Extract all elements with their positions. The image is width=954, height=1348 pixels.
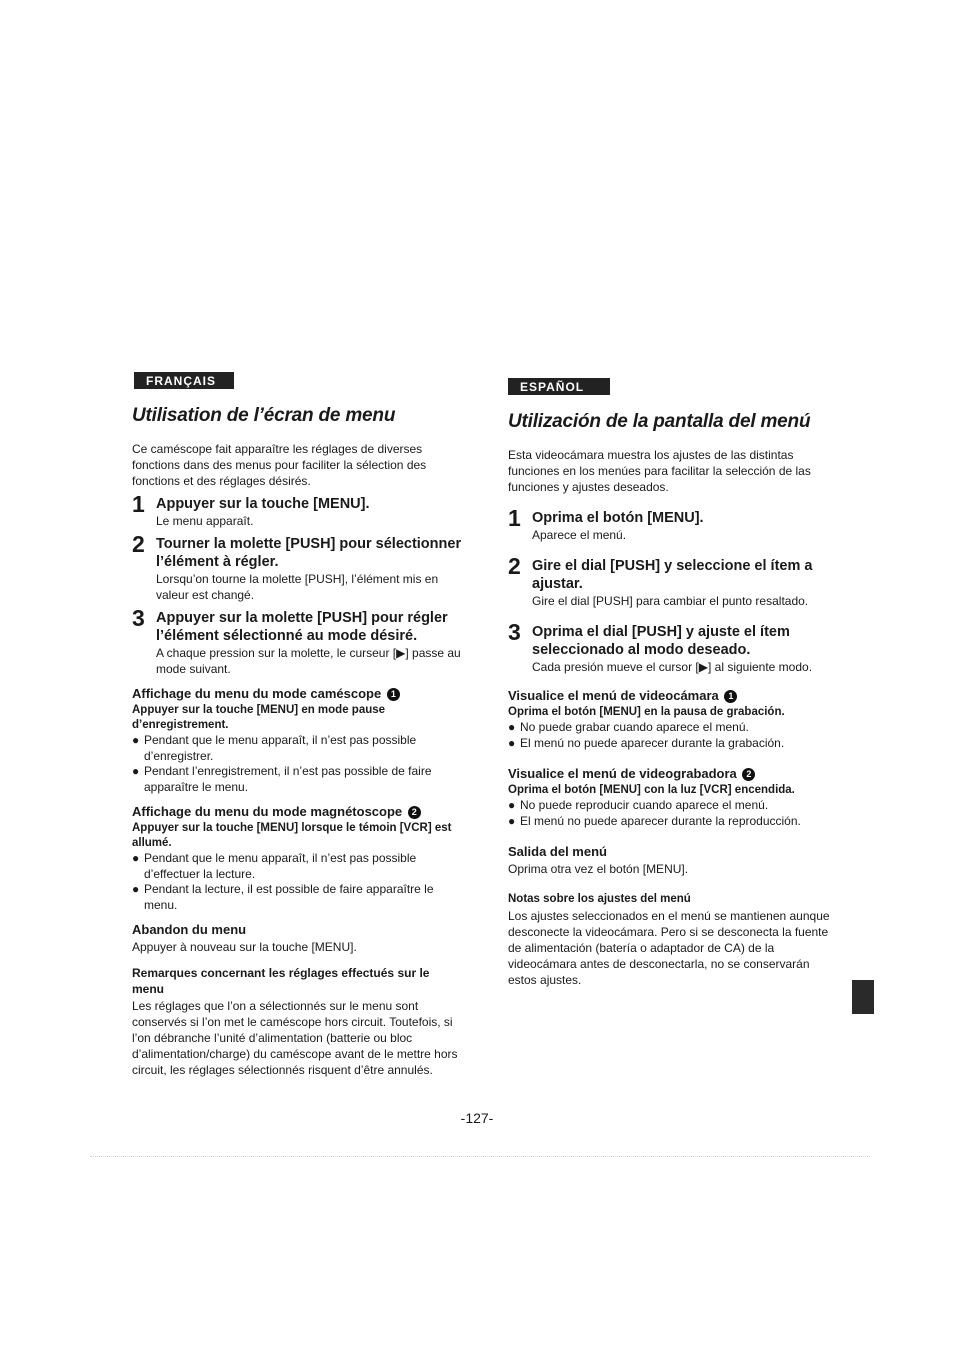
step-title: Appuyer sur la molette [PUSH] pour régler l’élément sélectionné au mode désiré.	[156, 610, 448, 644]
notes-heading: Remarques concernant les réglages effectués sur le menu	[132, 966, 430, 996]
divider	[90, 1156, 870, 1157]
step-description: Gire el dial [PUSH] para cambiar el punto resaltado.	[532, 594, 809, 608]
list-item: ● No puede reproducir cuando aparece el menú.	[508, 798, 769, 812]
marker-2-icon: 2	[742, 768, 755, 781]
step-title: Appuyer sur la touche [MENU].	[156, 496, 370, 512]
language-tag: FRANÇAIS	[134, 372, 234, 389]
marker-1-icon: 1	[387, 688, 400, 701]
intro-text: Ce caméscope fait apparaître les réglages de diverses fonctions dans des menus pour faciliter la sélection des fonctions et des réglages désirés.	[132, 442, 427, 488]
list-item: ● No puede grabar cuando aparece el menú.	[508, 720, 749, 734]
language-tag: ESPAÑOL	[508, 378, 610, 395]
exit-menu-heading: Salida del menú	[508, 844, 607, 859]
step-number: 3	[508, 619, 521, 645]
vcr-mode-instruction: Oprima el botón [MENU] con la luz [VCR] encendida.	[508, 784, 795, 796]
list-item: ● Pendant que le menu apparaît, il n’est pas possible d’effectuer la lecture.	[132, 851, 417, 881]
camera-mode-instruction: Appuyer sur la touche [MENU] en mode pause d’enregistrement.	[132, 704, 386, 731]
bullet-icon: ●	[508, 813, 516, 828]
step-1	[132, 491, 462, 529]
vcr-mode-heading: Visualice el menú de videograbadora 2	[508, 765, 838, 782]
step-3	[508, 619, 838, 675]
step-description: Cada presión mueve el cursor [▶] al siguiente modo.	[532, 660, 813, 674]
marker-1-icon: 1	[724, 690, 737, 703]
notes-text: Los ajustes seleccionados en el menú se mantienen aunque desconecte la videocámara. Pero si se desconecta la fuente de alimentación (batería o adaptador de CA) de la videocámara antes de desconectarla, no se conservarán estos ajustes.	[508, 909, 830, 987]
exit-menu-heading: Abandon du menu	[132, 922, 247, 937]
section-title: Utilización de la pantalla del menú	[508, 411, 811, 432]
page-number: -127-	[460, 1110, 494, 1126]
step-number: 1	[132, 491, 145, 517]
step-title: Oprima el dial [PUSH] y ajuste el ítem seleccionado al modo deseado.	[532, 624, 790, 658]
list-item: ● Pendant l’enregistrement, il n’est pas possible de faire apparaître le menu.	[132, 764, 432, 794]
notes-heading: Notas sobre los ajustes del menú	[508, 893, 691, 905]
page-edge-marker	[852, 980, 874, 1014]
bullet-icon: ●	[132, 764, 140, 778]
notes-text: Les réglages que l’on a sélectionnés sur le menu sont conservés si l’on met le caméscope hors circuit. Toutefois, si l’on débranche l’unité d’alimentation (batterie ou bloc d’alimentation/charge) du caméscope avant de le mettre hors circuit, les réglages sélectionnés risquent d’être annulés.	[132, 999, 458, 1077]
camera-mode-heading: Affichage du menu du mode caméscope 1	[132, 685, 462, 702]
bullet-icon: ●	[132, 882, 140, 896]
list-item: ● Pendant la lecture, il est possible de faire apparaître le menu.	[132, 882, 434, 912]
step-title: Oprima el botón [MENU].	[532, 510, 704, 526]
vcr-mode-instruction: Appuyer sur la touche [MENU] lorsque le témoin [VCR] est allumé.	[132, 822, 452, 849]
step-description: Lorsqu’on tourne la molette [PUSH], l’élément mis en valeur est changé.	[156, 572, 439, 602]
step-number: 1	[508, 505, 521, 531]
spanish-column	[508, 378, 838, 988]
step-description: Aparece el menú.	[532, 528, 627, 542]
step-description: Le menu apparaît.	[156, 514, 254, 528]
vcr-mode-heading: Affichage du menu du mode magnétoscope 2	[132, 803, 462, 820]
step-2	[132, 531, 462, 603]
french-column	[132, 372, 462, 1078]
step-number: 2	[508, 553, 521, 579]
bullet-icon: ●	[508, 735, 516, 750]
camera-mode-instruction: Oprima el botón [MENU] en la pausa de grabación.	[508, 706, 785, 718]
step-description: A chaque pression sur la molette, le curseur [▶] passe au mode suivant.	[156, 646, 461, 676]
step-3	[132, 605, 462, 677]
exit-menu-text: Appuyer à nouveau sur la touche [MENU].	[132, 940, 357, 954]
step-number: 2	[132, 531, 145, 557]
step-number: 3	[132, 605, 145, 631]
list-item: ● El menú no puede aparecer durante la grabación.	[508, 735, 785, 750]
step-title: Tourner la molette [PUSH] pour sélectionner l’élément à régler.	[156, 536, 462, 570]
list-item: ● Pendant que le menu apparaît, il n’est pas possible d’enregistrer.	[132, 733, 417, 763]
bullet-icon: ●	[132, 851, 140, 865]
intro-text: Esta videocámara muestra los ajustes de las distintas funciones en los menúes para facilitar la selección de las funciones y ajustes deseados.	[508, 448, 811, 494]
bullet-icon: ●	[132, 733, 140, 747]
camera-mode-heading: Visualice el menú de videocámara 1	[508, 687, 838, 704]
step-2	[508, 553, 838, 609]
exit-menu-text: Oprima otra vez el botón [MENU].	[508, 862, 689, 876]
marker-2-icon: 2	[408, 806, 421, 819]
section-title: Utilisation de l’écran de menu	[132, 405, 396, 426]
list-item: ● El menú no puede aparecer durante la reproducción.	[508, 813, 801, 828]
step-1	[508, 505, 838, 543]
bullet-icon: ●	[508, 798, 516, 812]
bullet-icon: ●	[508, 720, 516, 734]
step-title: Gire el dial [PUSH] y seleccione el ítem a ajustar.	[532, 558, 813, 592]
